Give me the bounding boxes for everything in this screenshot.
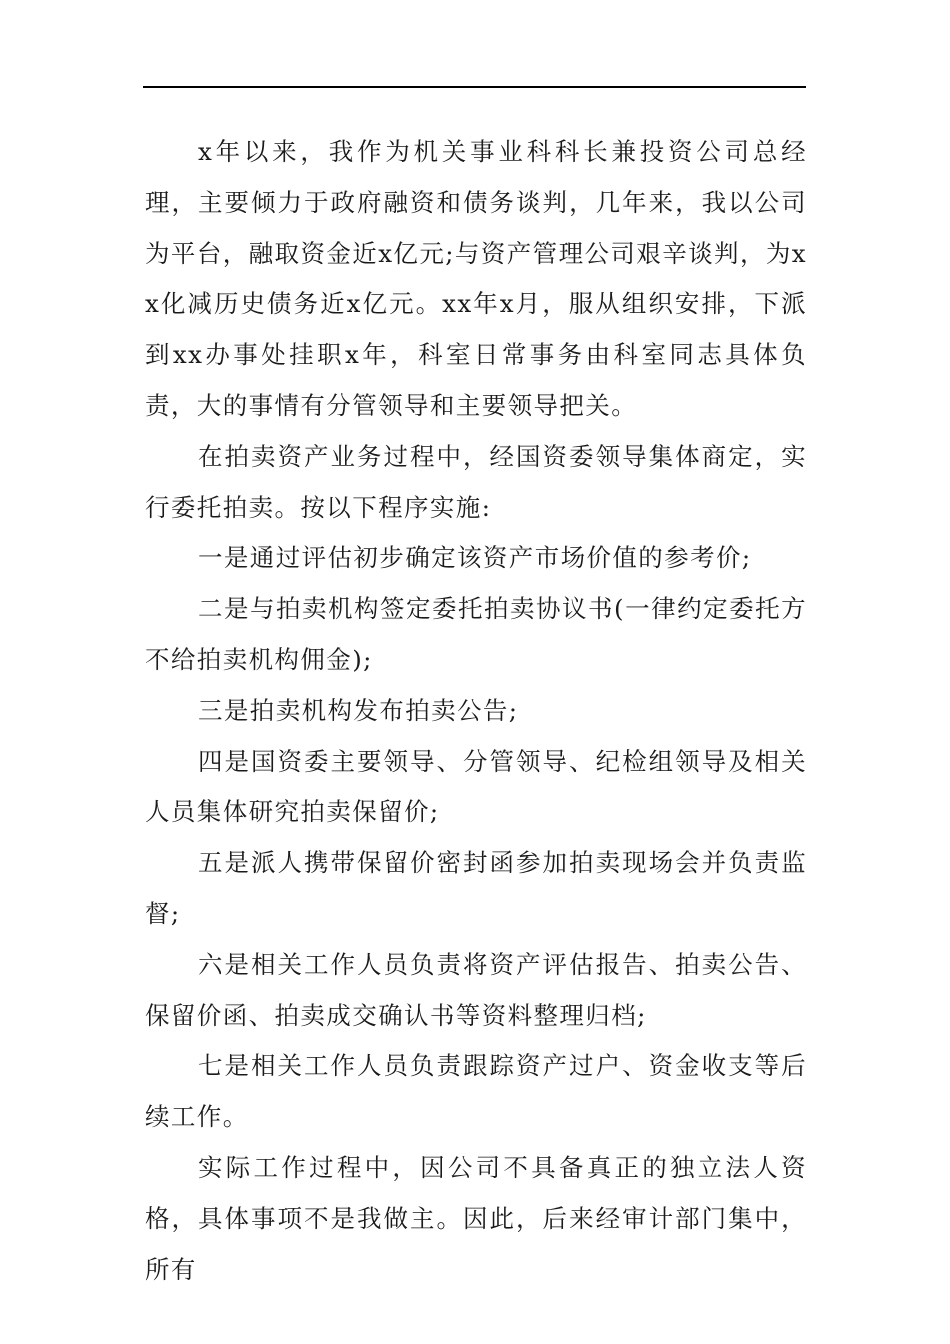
paragraph-step-2: 二是与拍卖机构签定委托拍卖协议书(一律约定委托方不给拍卖机构佣金); bbox=[145, 594, 807, 674]
header-rule bbox=[143, 86, 806, 88]
paragraph-step-3: 三是拍卖机构发布拍卖公告; bbox=[198, 695, 519, 725]
paragraph-actual-work: 实际工作过程中，因公司不具备真正的独立法人资格，具体事项不是我做主。因此，后来经审计部门集中，所有 bbox=[145, 1152, 807, 1284]
document-body bbox=[145, 127, 807, 1295]
paragraph-step-5: 五是派人携带保留价密封函参加拍卖现场会并负责监督; bbox=[145, 848, 807, 928]
paragraph-step-4: 四是国资委主要领导、分管领导、纪检组领导及相关人员集体研究拍卖保留价; bbox=[145, 746, 807, 827]
paragraph-work-summary: x年以来，我作为机关事业科科长兼投资公司总经理，主要倾力于政府融资和债务谈判，几年来，我以公司为平台，融取资金近x亿元;与资产管理公司艰辛谈判，为xx化减历史债务近x亿元。xx年x月，服从组织安排，下派到xx办事处挂职x年，科室日常事务由科室同志具体负责，大的事情有分管领导和主要领导把关。 bbox=[145, 137, 807, 420]
paragraph-step-7: 七是相关工作人员负责跟踪资产过户、资金收支等后续工作。 bbox=[145, 1051, 807, 1132]
paragraph-step-1: 一是通过评估初步确定该资产市场价值的参考价; bbox=[198, 543, 752, 573]
paragraph-step-6: 六是相关工作人员负责将资产评估报告、拍卖公告、保留价函、拍卖成交确认书等资料整理归档; bbox=[145, 949, 807, 1030]
paragraph-auction-intro: 在拍卖资产业务过程中，经国资委领导集体商定，实行委托拍卖。按以下程序实施: bbox=[145, 441, 807, 522]
